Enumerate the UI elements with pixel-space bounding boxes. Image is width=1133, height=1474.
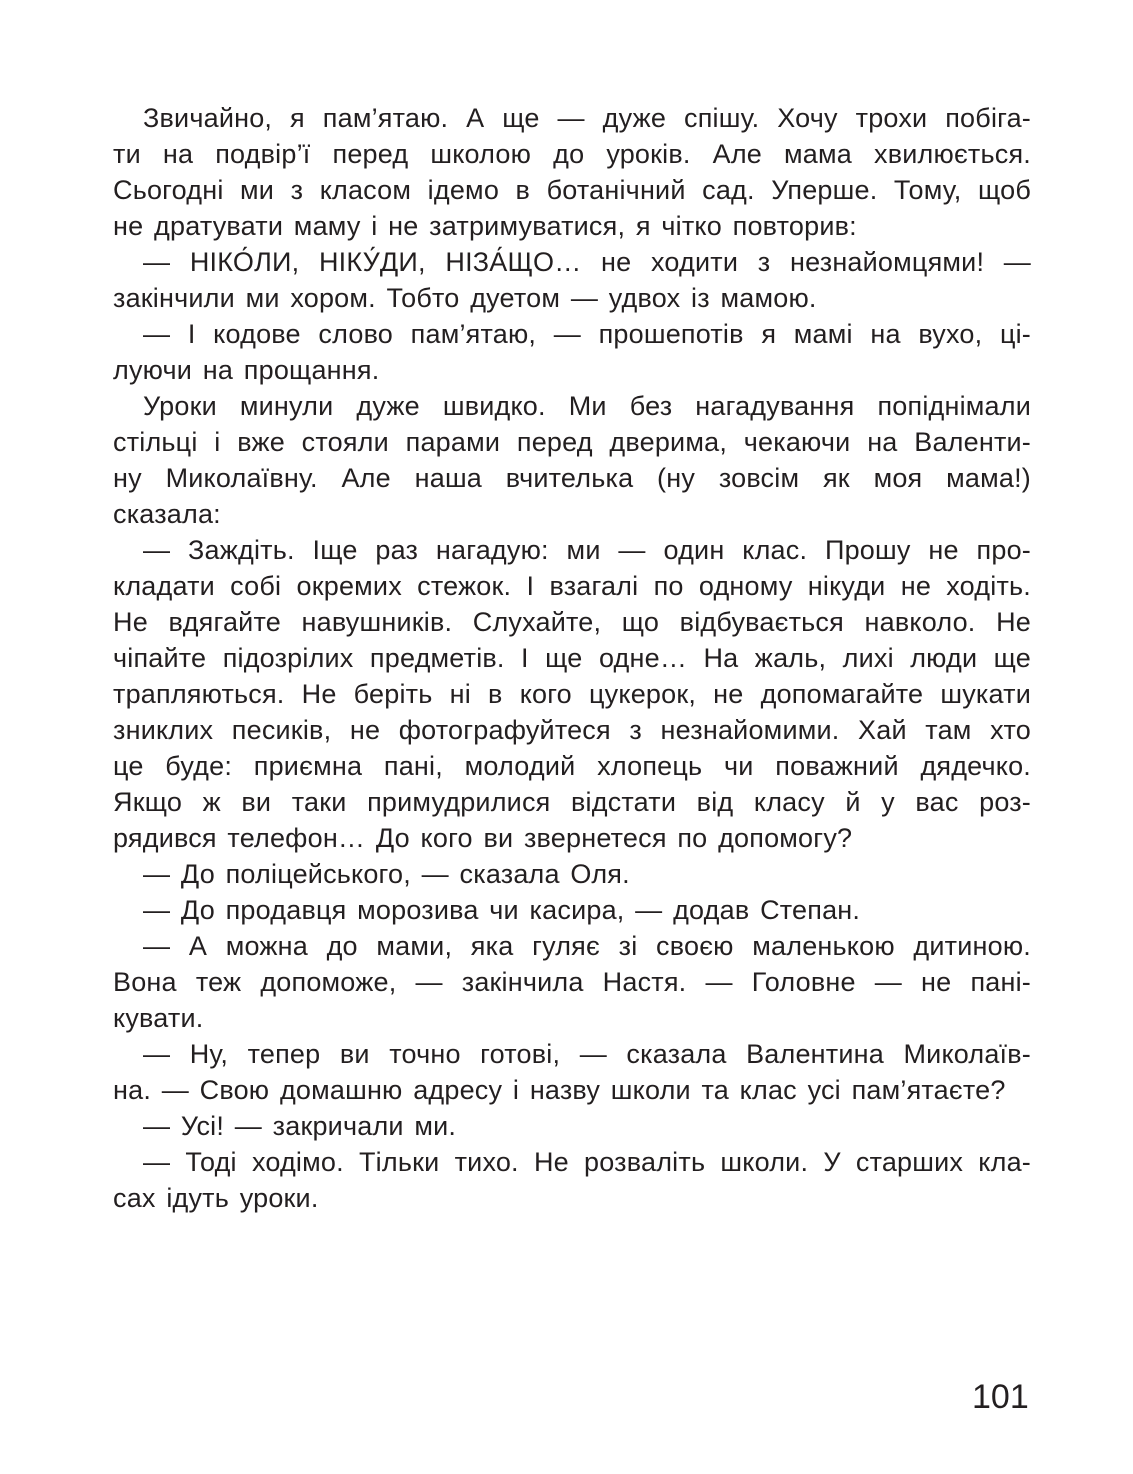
text-line: це буде: приємна пані, молодий хлопець чи поважний дядечко.: [113, 751, 1031, 781]
text-line: Звичайно, я пам’ятаю. А ще — дуже спішу. Хочу трохи побіга-: [143, 103, 1031, 133]
text-line: чіпайте підозрілих предметів. І ще одне… На жаль, лихі люди ще: [113, 643, 1031, 673]
text-line: кувати.: [113, 1003, 204, 1033]
text-line: закінчили ми хором. Тобто дуетом — удвох із мамою.: [113, 283, 817, 313]
text-line: сказала:: [113, 499, 221, 529]
paragraph: [113, 100, 1031, 244]
paragraph: [113, 1108, 1031, 1144]
text-line: рядився телефон… До кого ви звернетеся по допомогу?: [113, 823, 853, 853]
text-line: зниклих песиків, не фотографуйтеся з незнайомими. Хай там хто: [113, 715, 1031, 745]
text-line: на. — Свою домашню адресу і назву школи та клас усі пам’ятаєте?: [113, 1075, 1006, 1105]
text-line: Не вдягайте навушників. Слухайте, що відбувається навколо. Не: [113, 607, 1031, 637]
paragraph: [113, 244, 1031, 316]
paragraph: [113, 892, 1031, 928]
paragraph: [113, 1144, 1031, 1216]
paragraph: [113, 532, 1031, 856]
text-line: сах ідуть уроки.: [113, 1183, 319, 1213]
text-line: — А можна до мами, яка гуляє зі своєю маленькою дитиною.: [143, 931, 1031, 961]
text-line: — І кодове слово пам’ятаю, — прошепотів я мамі на вухо, ці-: [143, 319, 1031, 349]
text-line: Уроки минули дуже швидко. Ми без нагадування попіднімали: [143, 391, 1031, 421]
text-line: — До поліцейського, — сказала Оля.: [143, 859, 630, 889]
page-number: 101: [972, 1378, 1029, 1416]
text-line: трапляються. Не беріть ні в кого цукерок, не допомагайте шукати: [113, 679, 1031, 709]
text-line: — Заждіть. Іще раз нагадую: ми — один клас. Прошу не про-: [143, 535, 1031, 565]
paragraph: [113, 316, 1031, 388]
text-line: стільці і вже стояли парами перед дверима, чекаючи на Валенти-: [113, 427, 1031, 457]
text-line: Вона теж допоможе, — закінчила Настя. — Головне — не пані-: [113, 967, 1031, 997]
text-line: луючи на прощання.: [113, 355, 380, 385]
text-line: не дратувати маму і не затримуватися, я чітко повторив:: [113, 211, 857, 241]
body-text: [113, 100, 1031, 1216]
paragraph: [113, 856, 1031, 892]
text-line: — Тоді ходімо. Тільки тихо. Не розваліть школи. У старших кла-: [143, 1147, 1031, 1177]
paragraph: [113, 1036, 1031, 1108]
paragraph: [113, 388, 1031, 532]
paragraph: [113, 928, 1031, 1036]
text-line: Якщо ж ви таки примудрилися відстати від класу й у вас роз-: [113, 787, 1031, 817]
text-line: Сьогодні ми з класом ідемо в ботанічний сад. Уперше. Тому, щоб: [113, 175, 1031, 205]
text-line: ну Миколаївну. Але наша вчителька (ну зовсім як моя мама!): [113, 463, 1031, 493]
text-line: кладати собі окремих стежок. І взагалі по одному нікуди не ходіть.: [113, 571, 1031, 601]
text-line: — Усі! — закричали ми.: [143, 1111, 457, 1141]
text-line: — До продавця морозива чи касира, — додав Степан.: [143, 895, 861, 925]
text-line: ти на подвір’ї перед школою до уроків. Але мама хвилюється.: [113, 139, 1031, 169]
text-line: — НІКО́ЛИ, НІКУ́ДИ, НІЗА́ЩО… не ходити з незнайомцями! —: [143, 247, 1031, 277]
text-line: — Ну, тепер ви точно готові, — сказала Валентина Миколаїв-: [143, 1039, 1031, 1069]
